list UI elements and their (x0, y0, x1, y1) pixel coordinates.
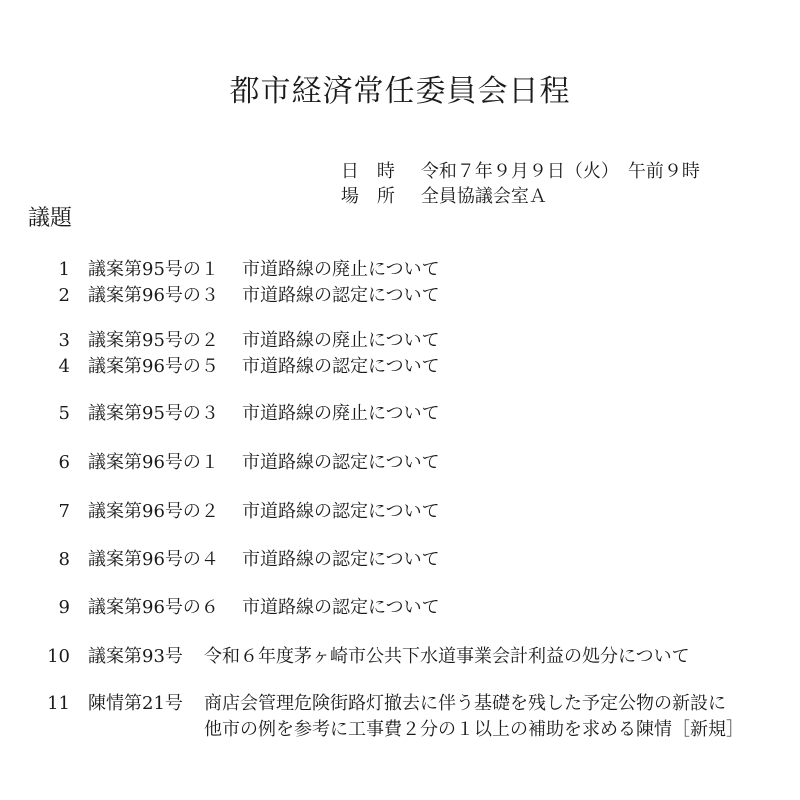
item-description: 市道路線の認定について (242, 501, 440, 522)
item-description: 商店会管理危険街路灯撤去に伴う基礎を残した予定公物の新設に (204, 693, 726, 714)
bill-number: 議案第96号の５ (88, 356, 219, 377)
item-description: 市道路線の認定について (242, 452, 440, 473)
document-title: 都市経済常任委員会日程 (229, 74, 571, 109)
item-description: 市道路線の廃止について (242, 330, 440, 351)
petition-number: 陳情第21号 (88, 693, 183, 714)
bill-number: 議案第93号 (88, 646, 183, 667)
bill-number: 議案第96号の１ (88, 452, 219, 473)
item-description: 市道路線の廃止について (242, 259, 440, 280)
item-number: 10 (47, 646, 70, 667)
item-number: 3 (58, 330, 70, 351)
bill-number: 議案第96号の３ (88, 285, 219, 306)
item-number: 6 (58, 452, 70, 473)
item-number: 2 (58, 285, 70, 306)
item-description: 市道路線の認定について (242, 285, 440, 306)
item-number: 1 (58, 259, 70, 280)
date-value: 令和７年９月９日（火） 午前９時 (420, 161, 700, 182)
item-description: 市道路線の認定について (242, 356, 440, 377)
agenda-heading: 議題 (28, 206, 73, 231)
item-number: 7 (58, 501, 70, 522)
item-description-continued: 他市の例を参考に工事費２分の１以上の補助を求める陳情［新規］ (204, 719, 744, 740)
bill-number: 議案第95号の３ (88, 403, 219, 424)
bill-number: 議案第96号の６ (88, 597, 219, 618)
item-description: 市道路線の廃止について (242, 403, 440, 424)
place-value: 全員協議会室Ａ (420, 186, 547, 207)
bill-number: 議案第95号の１ (88, 259, 219, 280)
meta-place-row (318, 161, 547, 233)
item-description: 令和６年度茅ヶ崎市公共下水道事業会計利益の処分について (204, 646, 690, 667)
item-description: 市道路線の認定について (242, 597, 440, 618)
item-number: 4 (58, 356, 70, 377)
item-number: 11 (47, 693, 70, 714)
place-label: 場 所 (340, 186, 395, 207)
bill-number: 議案第95号の２ (88, 330, 219, 351)
item-number: 5 (58, 403, 70, 424)
item-number: 9 (58, 597, 70, 618)
bill-number: 議案第96号の４ (88, 549, 219, 570)
item-number: 8 (58, 549, 70, 570)
bill-number: 議案第96号の２ (88, 501, 219, 522)
item-description: 市道路線の認定について (242, 549, 440, 570)
date-label: 日 時 (340, 161, 395, 182)
